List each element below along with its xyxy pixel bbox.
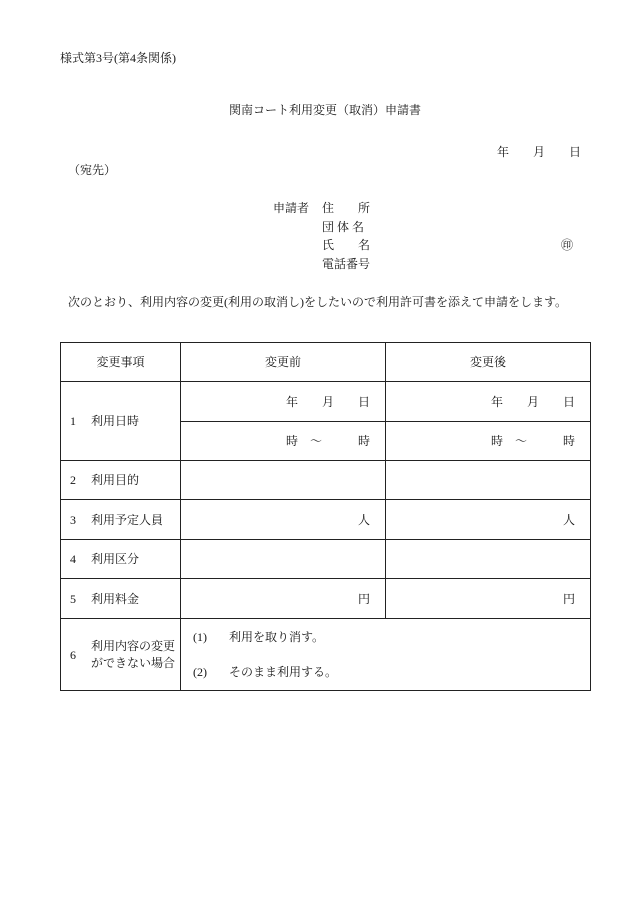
applicant-phone-label: 電話番号 <box>322 257 371 271</box>
row-label-line-1: 利用内容の変更 <box>91 638 176 653</box>
row-number: 1 <box>70 414 76 428</box>
change-table <box>60 342 591 691</box>
row-label: 利用区分 <box>91 552 140 566</box>
row-label: 利用日時 <box>91 414 140 428</box>
applicant-address-label: 住 所 <box>322 201 371 215</box>
table-row <box>61 500 591 540</box>
row-number: 4 <box>70 552 76 566</box>
row-4-item <box>61 540 181 579</box>
header-item: 変更事項 <box>61 343 181 382</box>
document-title: 関南コート利用変更（取消）申請書 <box>228 103 421 117</box>
row-label: 利用料金 <box>91 591 140 606</box>
applicant-group-label: 団 体 名 <box>322 220 365 234</box>
before-date-cell: 年 月 日 <box>181 382 386 422</box>
row-3-item <box>61 500 181 540</box>
after-fee-cell: 円 <box>386 579 591 619</box>
header-after: 変更後 <box>386 343 591 382</box>
before-purpose-cell <box>181 461 386 500</box>
row-6-item <box>61 619 181 691</box>
row-5-item <box>61 579 181 619</box>
row-label: 利用目的 <box>91 473 140 487</box>
before-category-cell <box>181 540 386 579</box>
row-6-item-layout <box>70 638 180 672</box>
option-number: (2) <box>193 665 207 679</box>
after-date-cell: 年 月 日 <box>386 382 591 422</box>
row-number: 6 <box>70 647 76 662</box>
table-header-row <box>61 343 591 382</box>
option-number: (1) <box>193 630 207 644</box>
addressee-label: （宛先） <box>68 163 117 177</box>
form-number: 様式第3号(第4条関係) <box>60 51 176 65</box>
row-2-item <box>61 461 181 500</box>
row-1-item <box>61 382 181 461</box>
before-people-cell: 人 <box>181 500 386 540</box>
option-text: 利用を取り消す。 <box>229 630 325 644</box>
table-row <box>61 382 591 422</box>
table-row <box>61 461 591 500</box>
row-number: 3 <box>70 512 76 527</box>
row-number: 2 <box>70 473 76 487</box>
option-keep <box>193 664 590 680</box>
after-time-cell: 時 ～ 時 <box>386 422 591 461</box>
after-category-cell <box>386 540 591 579</box>
table-row <box>61 619 591 691</box>
row-label: 利用予定人員 <box>91 512 164 527</box>
applicant-label: 申請者 <box>273 201 310 215</box>
row-label-line-2: ができない場合 <box>91 655 176 670</box>
row-6-label <box>91 638 175 672</box>
header-before: 変更前 <box>181 343 386 382</box>
before-fee-cell: 円 <box>181 579 386 619</box>
statement-text: 次のとおり、利用内容の変更(利用の取消し)をしたいので利用許可書を添えて申請をします。 <box>68 295 568 309</box>
options-cell <box>181 619 591 691</box>
before-time-cell: 時 ～ 時 <box>181 422 386 461</box>
table-row <box>61 540 591 579</box>
option-cancel <box>193 629 590 645</box>
after-people-cell: 人 <box>386 500 591 540</box>
table-row <box>61 579 591 619</box>
option-text: そのまま利用する。 <box>229 665 338 679</box>
seal-mark: ㊞ <box>561 238 574 252</box>
date-line: 年 月 日 <box>497 145 582 159</box>
after-purpose-cell <box>386 461 591 500</box>
row-number: 5 <box>70 591 76 606</box>
applicant-name-label: 氏 名 <box>322 238 371 252</box>
